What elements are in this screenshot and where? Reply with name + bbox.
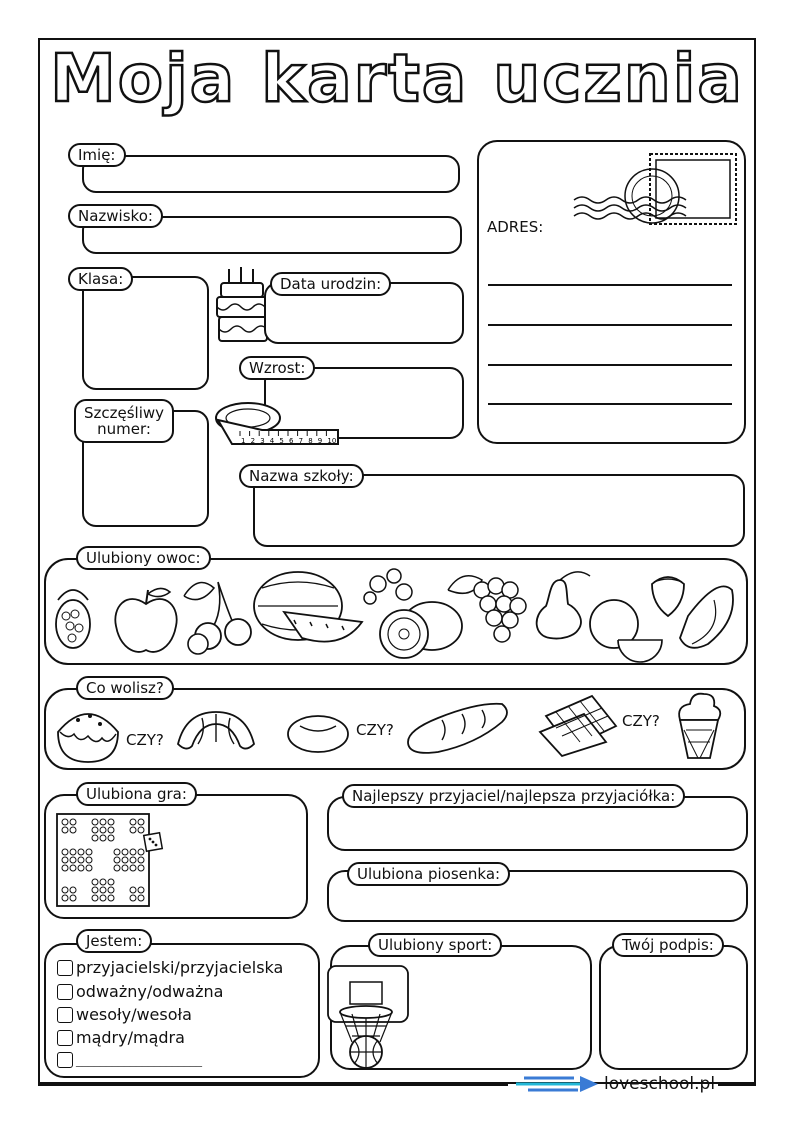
raspberry-icon <box>56 590 90 648</box>
address-line-1[interactable] <box>488 284 732 286</box>
preference-label: Co wolisz? <box>76 676 174 700</box>
name-label: Imię: <box>68 143 126 167</box>
address-line-3[interactable] <box>488 364 732 366</box>
trait-option-2[interactable] <box>57 982 223 1001</box>
favorite-fruit-label: Ulubiony owoc: <box>76 546 211 570</box>
lucky-number-label-line2: numer: <box>97 420 151 438</box>
tape-number: 7 <box>298 437 304 445</box>
watermelon-icon <box>254 572 362 642</box>
blueberries-icon <box>364 569 412 604</box>
best-friend-label: Najlepszy przyjaciel/najlepsza przyjaciółka: <box>342 784 685 808</box>
trait-label-2: odważny/odważna <box>76 982 224 1001</box>
address-line-4[interactable] <box>488 403 732 405</box>
address-label: ADRES: <box>487 218 544 236</box>
choice-or-label-1: CZY? <box>126 731 164 749</box>
kiwi-icon <box>380 602 462 658</box>
donut-icon <box>54 704 122 766</box>
choice-or-label-3: CZY? <box>622 712 660 730</box>
trait-option-3[interactable] <box>57 1005 192 1024</box>
ice-cream-icon <box>672 690 722 762</box>
trait-label-4: mądry/mądra <box>76 1028 185 1047</box>
fruits-illustration <box>48 560 748 662</box>
cherries-icon <box>184 582 251 654</box>
trait-option-4[interactable] <box>57 1028 185 1047</box>
dice-icon <box>144 833 163 852</box>
basketball-hoop-icon <box>326 962 412 1074</box>
bread-roll-icon <box>286 712 350 754</box>
banana-icon <box>680 586 733 647</box>
baguette-icon <box>402 700 512 758</box>
trait-option-custom[interactable] <box>57 1052 202 1068</box>
birthday-cake-icon <box>213 263 271 345</box>
strawberry-icon <box>652 577 684 616</box>
school-name-label: Nazwa szkoły: <box>239 464 364 488</box>
measuring-tape-icon <box>214 398 344 456</box>
checkbox-icon[interactable] <box>57 960 73 976</box>
page-title: Moja karta ucznia <box>50 40 744 117</box>
tape-number: 2 <box>250 437 256 445</box>
favorite-game-label: Ulubiona gra: <box>76 782 197 806</box>
lucky-number-label <box>74 399 174 443</box>
tape-number: 6 <box>289 437 294 445</box>
class-input-box[interactable] <box>82 276 209 390</box>
brand-name[interactable]: loveschool.pl <box>604 1074 716 1094</box>
name-input-box[interactable] <box>82 155 460 193</box>
apple-icon <box>115 588 176 651</box>
i-am-label: Jestem: <box>76 929 152 953</box>
trait-label-3: wesoły/wesoła <box>76 1005 192 1024</box>
signature-box[interactable] <box>599 945 748 1070</box>
waffles-icon <box>536 692 620 758</box>
trait-option-1[interactable] <box>57 958 283 977</box>
choice-or-label-2: CZY? <box>356 721 394 739</box>
board-game-icon <box>55 812 165 908</box>
favorite-sport-label: Ulubiony sport: <box>368 933 502 957</box>
checkbox-icon[interactable] <box>57 1030 73 1046</box>
favorite-song-label: Ulubiona piosenka: <box>347 862 510 886</box>
checkbox-icon[interactable] <box>57 1052 73 1068</box>
surname-label: Nazwisko: <box>68 204 163 228</box>
tape-number: 3 <box>260 437 265 445</box>
tape-number: 9 <box>317 437 323 445</box>
tape-number: 8 <box>308 437 313 445</box>
speed-lines-icon <box>514 1074 600 1096</box>
class-label: Klasa: <box>68 267 133 291</box>
footer <box>0 1072 794 1098</box>
tape-number: 5 <box>279 437 284 445</box>
birthdate-label: Data urodzin: <box>270 272 391 296</box>
orange-icon <box>590 600 662 662</box>
signature-label: Twój podpis: <box>612 933 724 957</box>
lucky-number-label-line1: Szczęśliwy <box>84 404 165 422</box>
footer-line-left <box>38 1084 508 1086</box>
tape-number: 10 <box>327 437 337 445</box>
croissant-icon <box>174 706 258 756</box>
postage-stamp-icon <box>572 150 742 230</box>
trait-custom-line[interactable]: _____________________ <box>76 1053 202 1067</box>
pear-icon <box>537 572 590 639</box>
checkbox-icon[interactable] <box>57 984 73 1000</box>
tape-number: 1 <box>241 437 246 445</box>
footer-line <box>718 1084 756 1086</box>
checkbox-icon[interactable] <box>57 1007 73 1023</box>
address-line-2[interactable] <box>488 324 732 326</box>
tape-number: 4 <box>269 437 275 445</box>
trait-label-1: przyjacielski/przyjacielska <box>76 958 284 977</box>
height-label: Wzrost: <box>239 356 315 380</box>
